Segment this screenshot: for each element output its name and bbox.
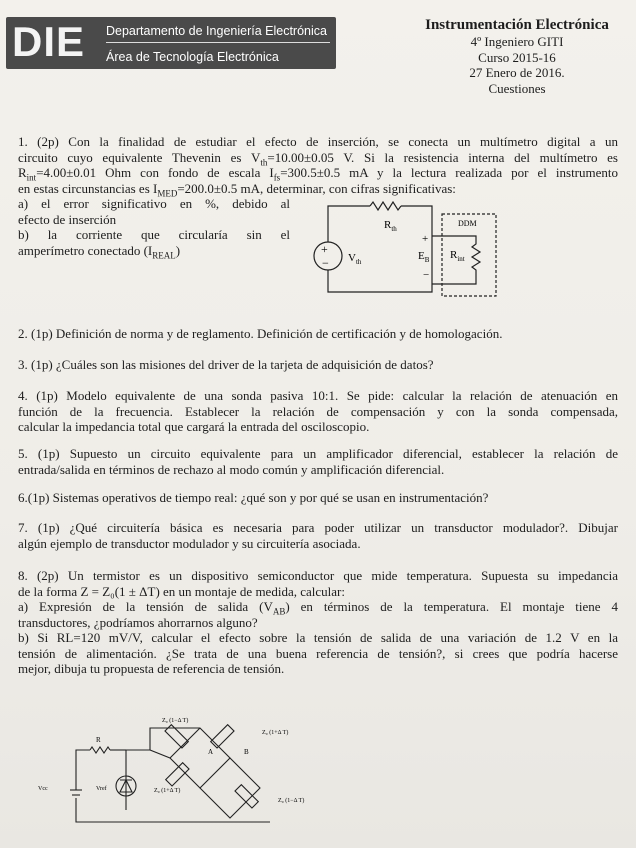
q1-line: $R_{int}=4.00\pm 0.01$ Ohm con fondo de escala $I_{fs}=300.5\pm 0.5$ mA y la lectura realizada por el instrumento [18,165,618,183]
label-source-minus: − [322,256,329,270]
q1-line: en estas circunstancias es $I_{MED}=200.0\pm 0.5$ mA, determinar, con cifras significativas: [18,180,456,199]
q8-line: 8. (2p) Un termistor es un dispositivo semiconductor que mide temperatura. Supuesta su impedancia [18,568,618,583]
question-7 [18,520,618,551]
label-source-plus: + [321,242,328,256]
q8-line: mejor, dibuja tu propuesta de referencia de tensión. [18,661,285,676]
q8-line: b) Si RL=120 mV/V, calcular el efecto sobre la tensión de salida de una variación de 1.2 V en la [18,630,618,645]
q4-line: 4. (1p) Modelo equivalente de una sonda pasiva 10:1. Se pide: calcular la relación de atenuación en [18,388,618,403]
z-bottom-left: Z₀ (1+Δ T) [154,788,181,794]
degree: 4º Ingeniero GITI [470,34,564,49]
exam-date: 27 Enero de 2016. [469,65,565,80]
z-top-left: Z₀ (1−Δ T) [162,718,189,724]
logo-divider [106,42,330,43]
label-ddm: DDM [458,219,477,228]
q1-part-b: amperímetro conectado $(I_{REAL})$ [18,242,181,261]
q8-line: transductores, ¿podríamos ahorrarnos alguno? [18,614,258,630]
question-6 [18,490,618,506]
q5-line: entrada/salida en términos de rechazo al modo común y amplificación diferencial. [18,461,445,477]
exam-header [412,16,622,96]
q8-line: tensión de alimentación. ¿Se trata de una buena referencia de tensión?, si crees que podría hacerse [18,645,618,661]
z-top-right: Z₀ (1+Δ T) [262,730,289,736]
q5-line: 5. (1p) Supuesto un circuito equivalente para un amplificador diferencial, establecer la relación de [18,446,618,461]
question-1 [18,134,618,199]
q1-part-a: a) el error significativo en %, debido al [18,196,290,211]
label-node-b: B [244,748,249,756]
label-node-a: A [208,748,214,756]
label-minus: − [423,269,430,281]
question-4 [18,388,618,435]
question-8 [18,568,618,677]
q1-part-b: b) la corriente que circularía sin el [18,227,290,242]
label-vth: $V_{th}$ [348,252,362,266]
thevenin-circuit [300,196,504,308]
q4-line: función de la frecuencia. Establecer la relación de compensación y con la sonda compensada, [18,403,618,419]
question-3 [18,357,618,373]
section-title: Cuestiones [488,80,546,96]
label-plus: + [422,233,429,245]
question-1-parts [18,196,290,261]
q8-line: a) Expresión de la tensión de salida $(V_{AB})$ en términos de la temperatura. El montaje tiene 4 [18,599,618,617]
q8-line: de la forma Z = Z₀(1 ± ΔT) en un montaje de medida, calcular: [18,583,345,599]
label-vcc: Vcc [38,786,48,792]
q7-line: algún ejemplo de transductor modulador y su circuitería asociada. [18,535,361,551]
question-2 [18,326,618,342]
logo-department: Departamento de Ingeniería Electrónica [106,24,327,38]
q6-text: 6.(1p) Sistemas operativos de tiempo real: ¿qué son y por qué se usan en instrumentación? [18,490,489,505]
logo-acronym: DIE [12,18,86,65]
q3-text: 3. (1p) ¿Cuáles son las misiones del driver de la tarjeta de adquisición de datos? [18,357,434,372]
bridge-circuit [30,710,330,830]
course-year: Curso 2015-16 [478,49,556,65]
question-5 [18,446,618,477]
course-title: Instrumentación Electrónica [425,17,609,33]
department-logo [6,17,336,69]
label-r: R [96,736,101,744]
q1-line: circuito cuyo equivalente Thevenin es $V_{th}=10.00\pm 0.05$ V. Si la resistencia interna del multímetro es [18,149,618,168]
q2-text: 2. (1p) Definición de norma y de reglamento. Definición de certificación y de homologación. [18,326,503,341]
q7-line: 7. (1p) ¿Qué circuitería básica es necesaria para poder utilizar un transductor modulador?. Dibujar [18,520,618,535]
z-bottom-right: Z₀ (1−Δ T) [278,798,305,804]
label-rth: $R_{th}$ [384,219,397,233]
logo-area: Área de Tecnología Electrónica [106,50,279,64]
q4-line: calcular la impedancia total que cargará la entrada del osciloscopio. [18,419,370,434]
q1-line: 1. (2p) Con la finalidad de estudiar el efecto de inserción, se conecta un multímetro digital a un [18,134,618,149]
label-vref: Vref [96,786,107,792]
label-eb: $E_B$ [418,250,430,264]
q1-part-a: efecto de inserción [18,211,117,227]
label-rint: $R_{int}$ [450,249,465,263]
